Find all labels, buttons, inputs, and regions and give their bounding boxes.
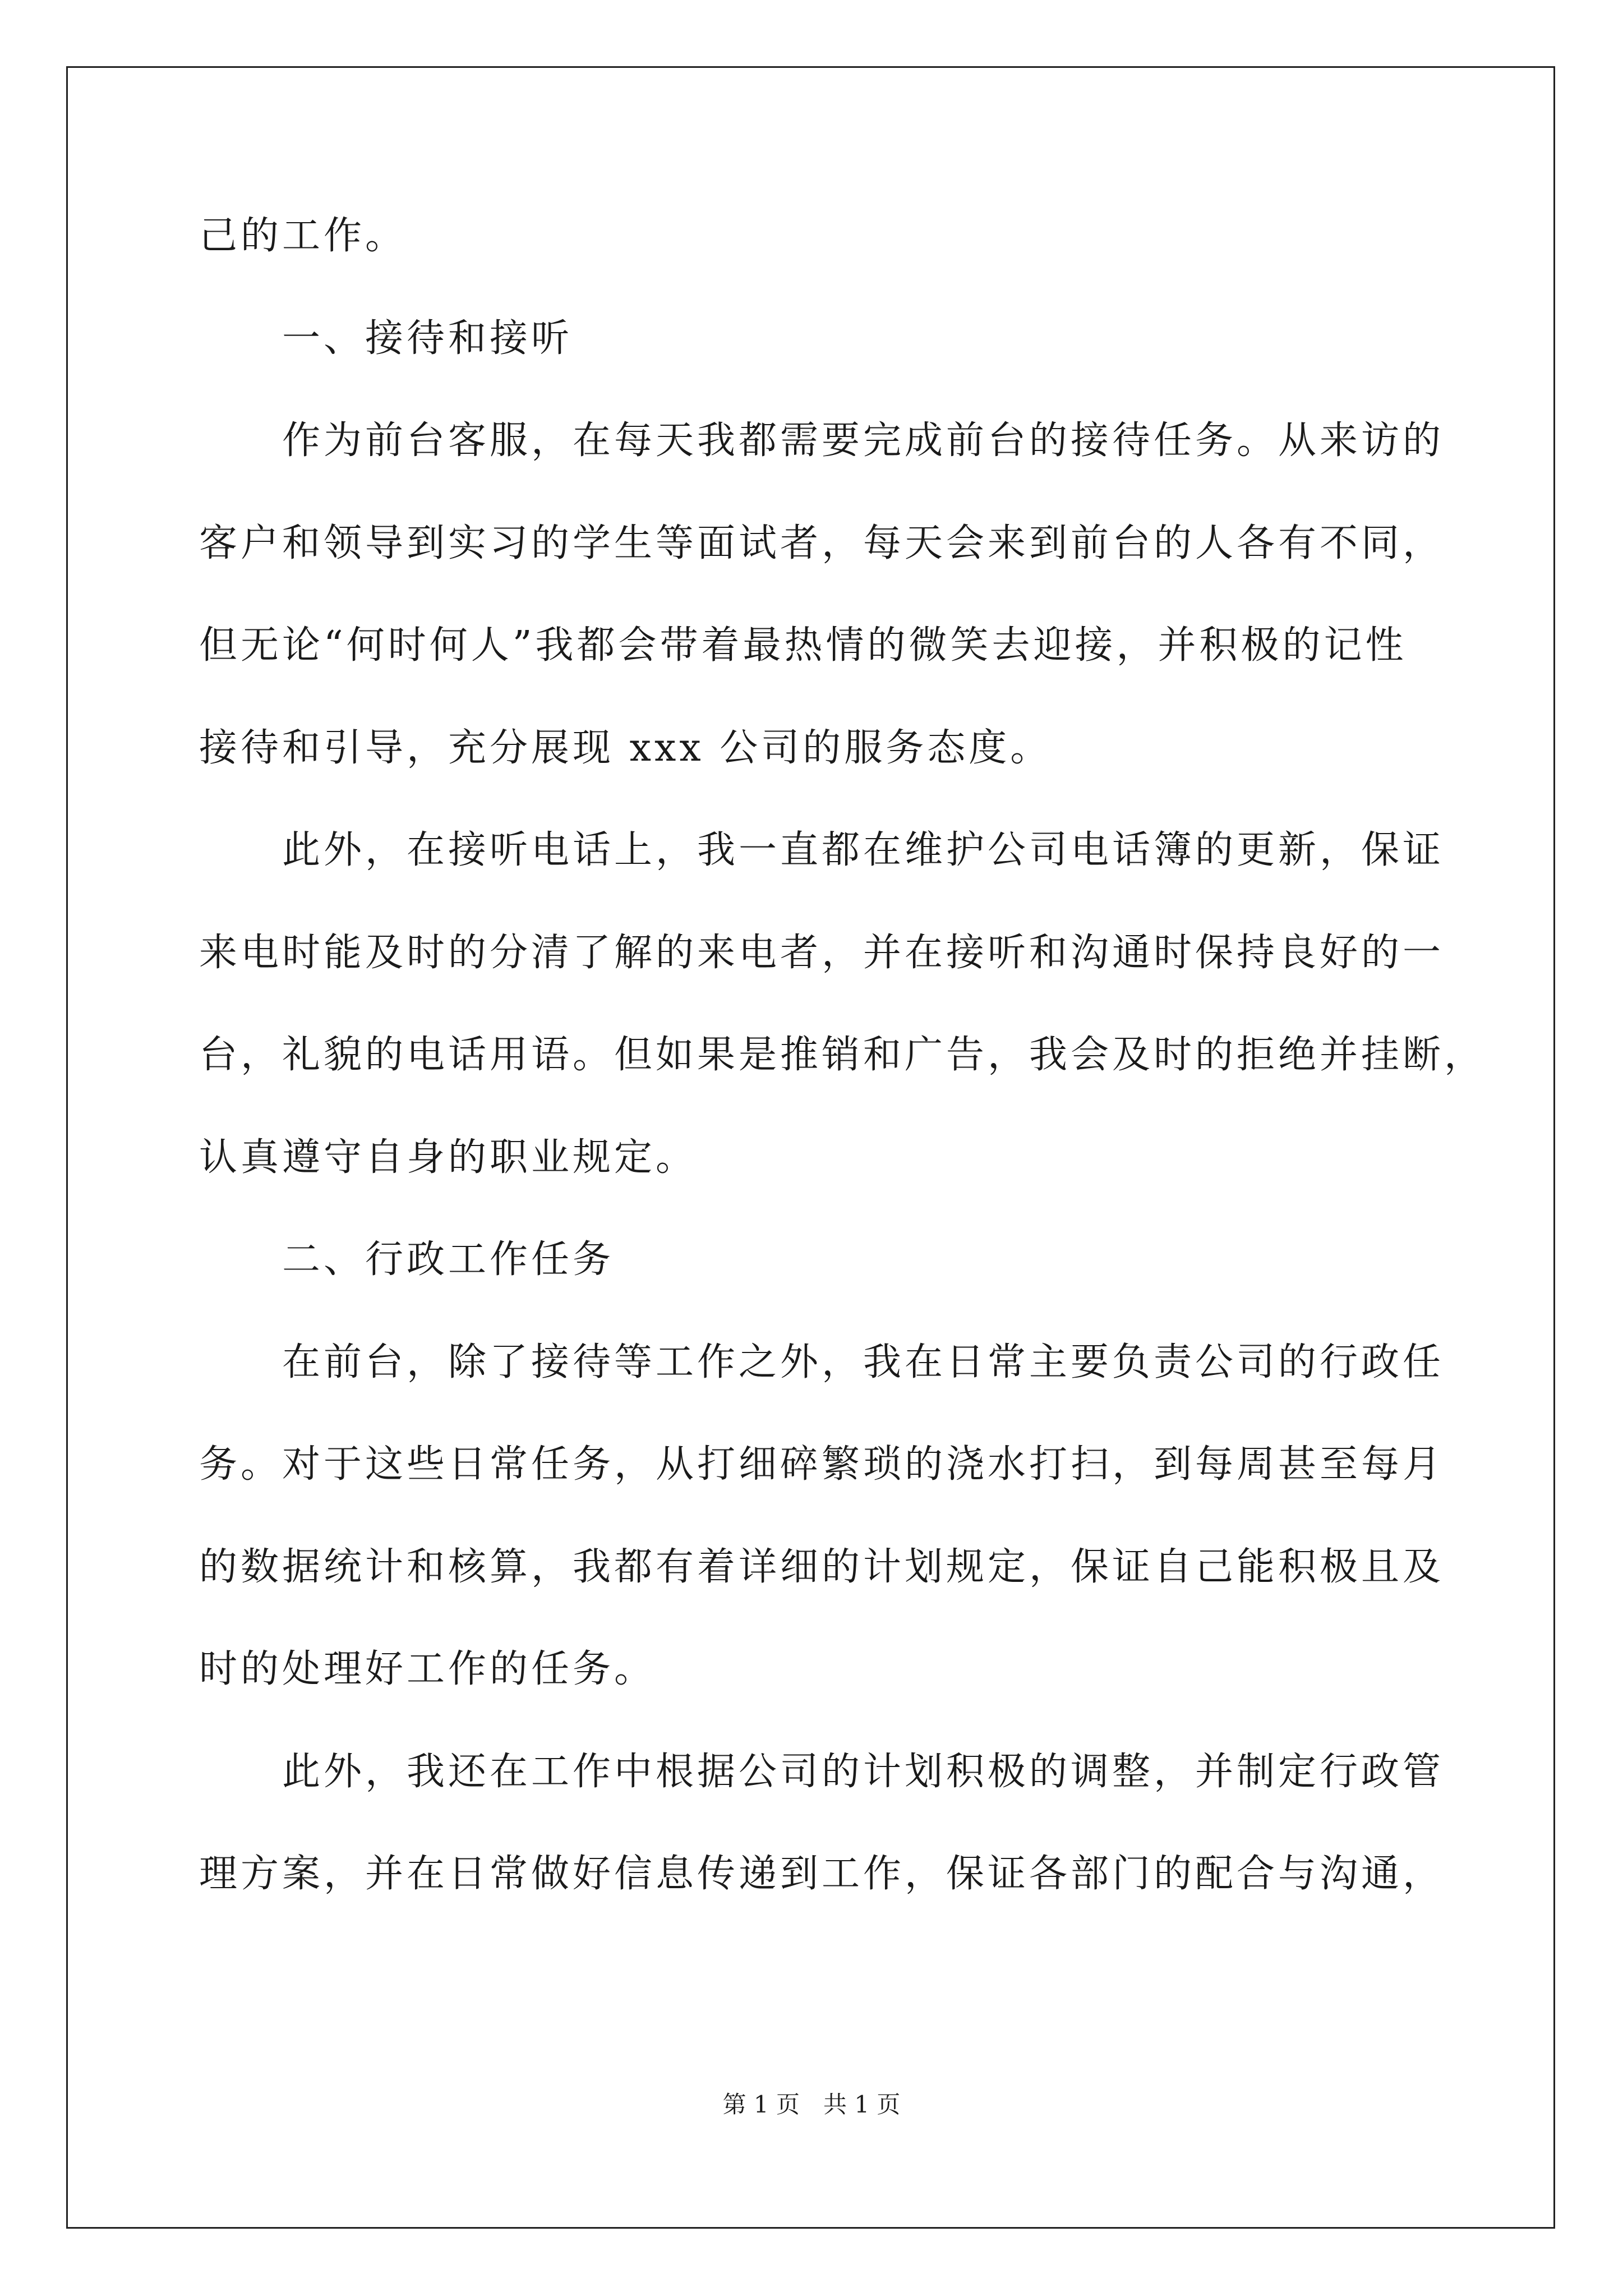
text-line: 己的工作。 (199, 214, 407, 258)
text-line: 此外，我还在工作中根据公司的计划积极的调整，并制定行政管 (282, 1749, 1445, 1794)
text-line: 的数据统计和核算，我都有着详细的计划规定，保证自己能积极且及 (199, 1544, 1445, 1589)
text-line: 务。对于这些日常任务，从打细碎繁琐的浇水打扫，到每周甚至每月 (199, 1442, 1445, 1487)
text-line: 此外，在接听电话上，我一直都在维护公司电话簿的更新，保证 (282, 828, 1445, 872)
text-line: 在前台，除了接待等工作之外，我在日常主要负责公司的行政任 (282, 1340, 1445, 1384)
text-line: 认真遵守自身的职业规定。 (199, 1135, 698, 1180)
page-number-footer: 第 1 页 共 1 页 (722, 2091, 901, 2118)
text-line: 时的处理好工作的任务。 (199, 1647, 656, 1691)
section-heading-reception: 一、接待和接听 (282, 316, 573, 361)
text-line: 理方案，并在日常做好信息传递到工作，保证各部门的配合与沟通， (199, 1852, 1445, 1896)
section-heading-admin: 二、行政工作任务 (282, 1237, 615, 1282)
document-body (199, 185, 1486, 1926)
text-line: 客户和领导到实习的学生等面试者，每天会来到前台的人各有不同， (199, 521, 1445, 565)
text-line: 作为前台客服，在每天我都需要完成前台的接待任务。从来访的 (282, 418, 1445, 463)
text-line: 但无论“何时何人”我都会带着最热情的微笑去迎接，并积极的记性 (199, 623, 1407, 668)
text-line: 来电时能及时的分清了解的来电者，并在接听和沟通时保持良好的一 (199, 930, 1445, 975)
text-line: 接待和引导，充分展现 xxx 公司的服务态度。 (199, 725, 1052, 770)
text-line: 台，礼貌的电话用语。但如果是推销和广告，我会及时的拒绝并挂断， (199, 1033, 1486, 1077)
